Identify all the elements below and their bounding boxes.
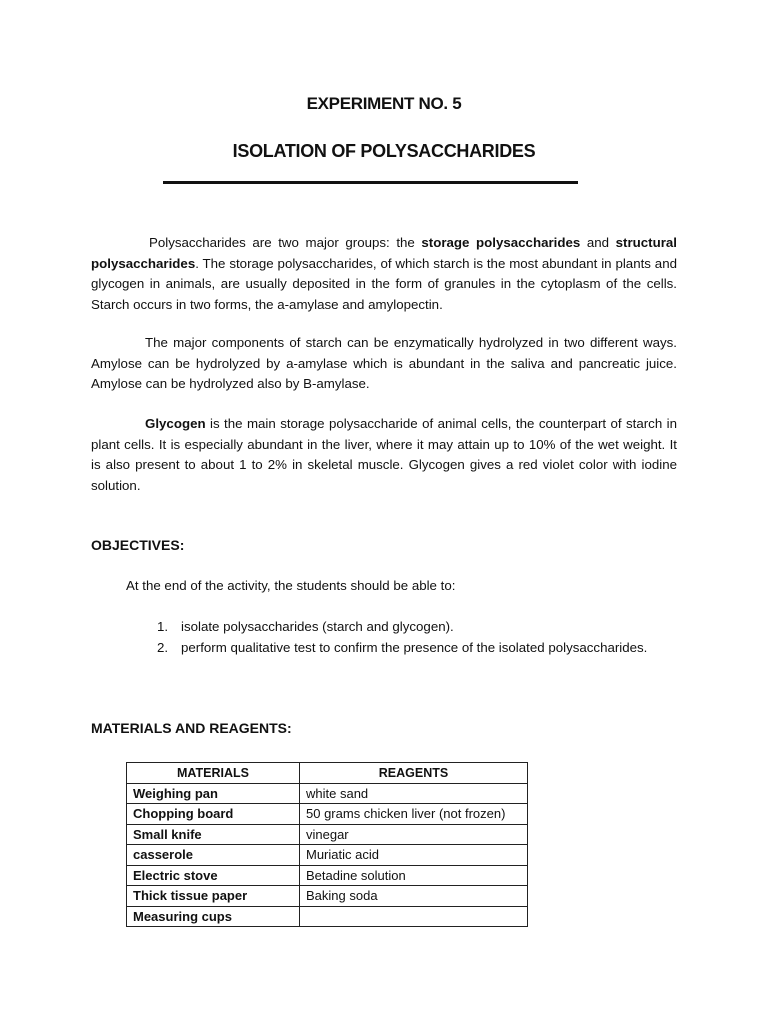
bold-term: storage polysaccharides bbox=[421, 235, 581, 250]
reagent-cell: Muriatic acid bbox=[300, 845, 528, 866]
objective-text: isolate polysaccharides (starch and glycogen). bbox=[181, 619, 454, 634]
table-row bbox=[127, 845, 528, 866]
reagent-cell bbox=[300, 906, 528, 927]
reagent-cell: Betadine solution bbox=[300, 865, 528, 886]
table-row bbox=[127, 886, 528, 907]
title-underline bbox=[163, 181, 578, 184]
reagent-cell: white sand bbox=[300, 783, 528, 804]
column-header-materials: MATERIALS bbox=[127, 763, 300, 784]
materials-table bbox=[126, 762, 528, 927]
paragraph-text: is the main storage polysaccharide of animal cells, the counterpart of starch in plant cells. It is especially abundant in the liver, where it may attain up to 10% of the wet weight. It is also present to about 1 to 2% in skeletal muscle. Glycogen gives a red violet color with iodine solution. bbox=[91, 416, 677, 493]
objectives-intro: At the end of the activity, the students should be able to: bbox=[126, 578, 456, 593]
experiment-number: EXPERIMENT NO. 5 bbox=[306, 94, 462, 113]
material-cell: Weighing pan bbox=[127, 783, 300, 804]
paragraph-text: and bbox=[580, 235, 616, 250]
reagent-cell: 50 grams chicken liver (not frozen) bbox=[300, 804, 528, 825]
material-cell: Measuring cups bbox=[127, 906, 300, 927]
material-cell: Small knife bbox=[127, 824, 300, 845]
reagent-cell: vinegar bbox=[300, 824, 528, 845]
material-cell: Chopping board bbox=[127, 804, 300, 825]
objective-item bbox=[157, 637, 647, 658]
bold-term: structural polysaccharides bbox=[91, 235, 677, 271]
objectives-list bbox=[157, 616, 647, 658]
material-cell: Electric stove bbox=[127, 865, 300, 886]
material-cell: Thick tissue paper bbox=[127, 886, 300, 907]
table-row bbox=[127, 865, 528, 886]
material-cell: casserole bbox=[127, 845, 300, 866]
objective-number: 2. bbox=[157, 640, 169, 655]
reagent-cell: Baking soda bbox=[300, 886, 528, 907]
objectives-heading: OBJECTIVES: bbox=[91, 537, 185, 553]
intro-paragraph-3 bbox=[91, 414, 677, 496]
objective-number: 1. bbox=[157, 619, 169, 634]
table-row bbox=[127, 783, 528, 804]
materials-heading: MATERIALS AND REAGENTS: bbox=[91, 720, 292, 736]
table-row bbox=[127, 824, 528, 845]
document-title: ISOLATION OF POLYSACCHARIDES bbox=[232, 141, 536, 161]
column-header-reagents: REAGENTS bbox=[300, 763, 528, 784]
objective-text: perform qualitative test to confirm the presence of the isolated polysaccharides. bbox=[181, 640, 648, 655]
table-header-row bbox=[127, 763, 528, 784]
table-row bbox=[127, 804, 528, 825]
bold-term: Glycogen bbox=[145, 416, 206, 431]
intro-paragraph-1 bbox=[91, 233, 677, 315]
intro-paragraph-2 bbox=[91, 333, 677, 395]
paragraph-text: Polysaccharides are two major groups: the bbox=[149, 235, 422, 250]
table-row bbox=[127, 906, 528, 927]
objective-item bbox=[157, 616, 647, 637]
paragraph-text: The major components of starch can be enzymatically hydrolyzed in two different ways. Amylose can be hydrolyzed by a-amylase which is abundant in the saliva and pancreatic juice. Amylose can be hydrolyzed also by B-amylase. bbox=[91, 335, 677, 391]
paragraph-text: . The storage polysaccharides, of which starch is the most abundant in plants and glycogen in animals, are usually deposited in the form of granules in the cytoplasm of the cells. Starch occurs in two forms, the a-amylase and amylopectin. bbox=[91, 255, 677, 312]
